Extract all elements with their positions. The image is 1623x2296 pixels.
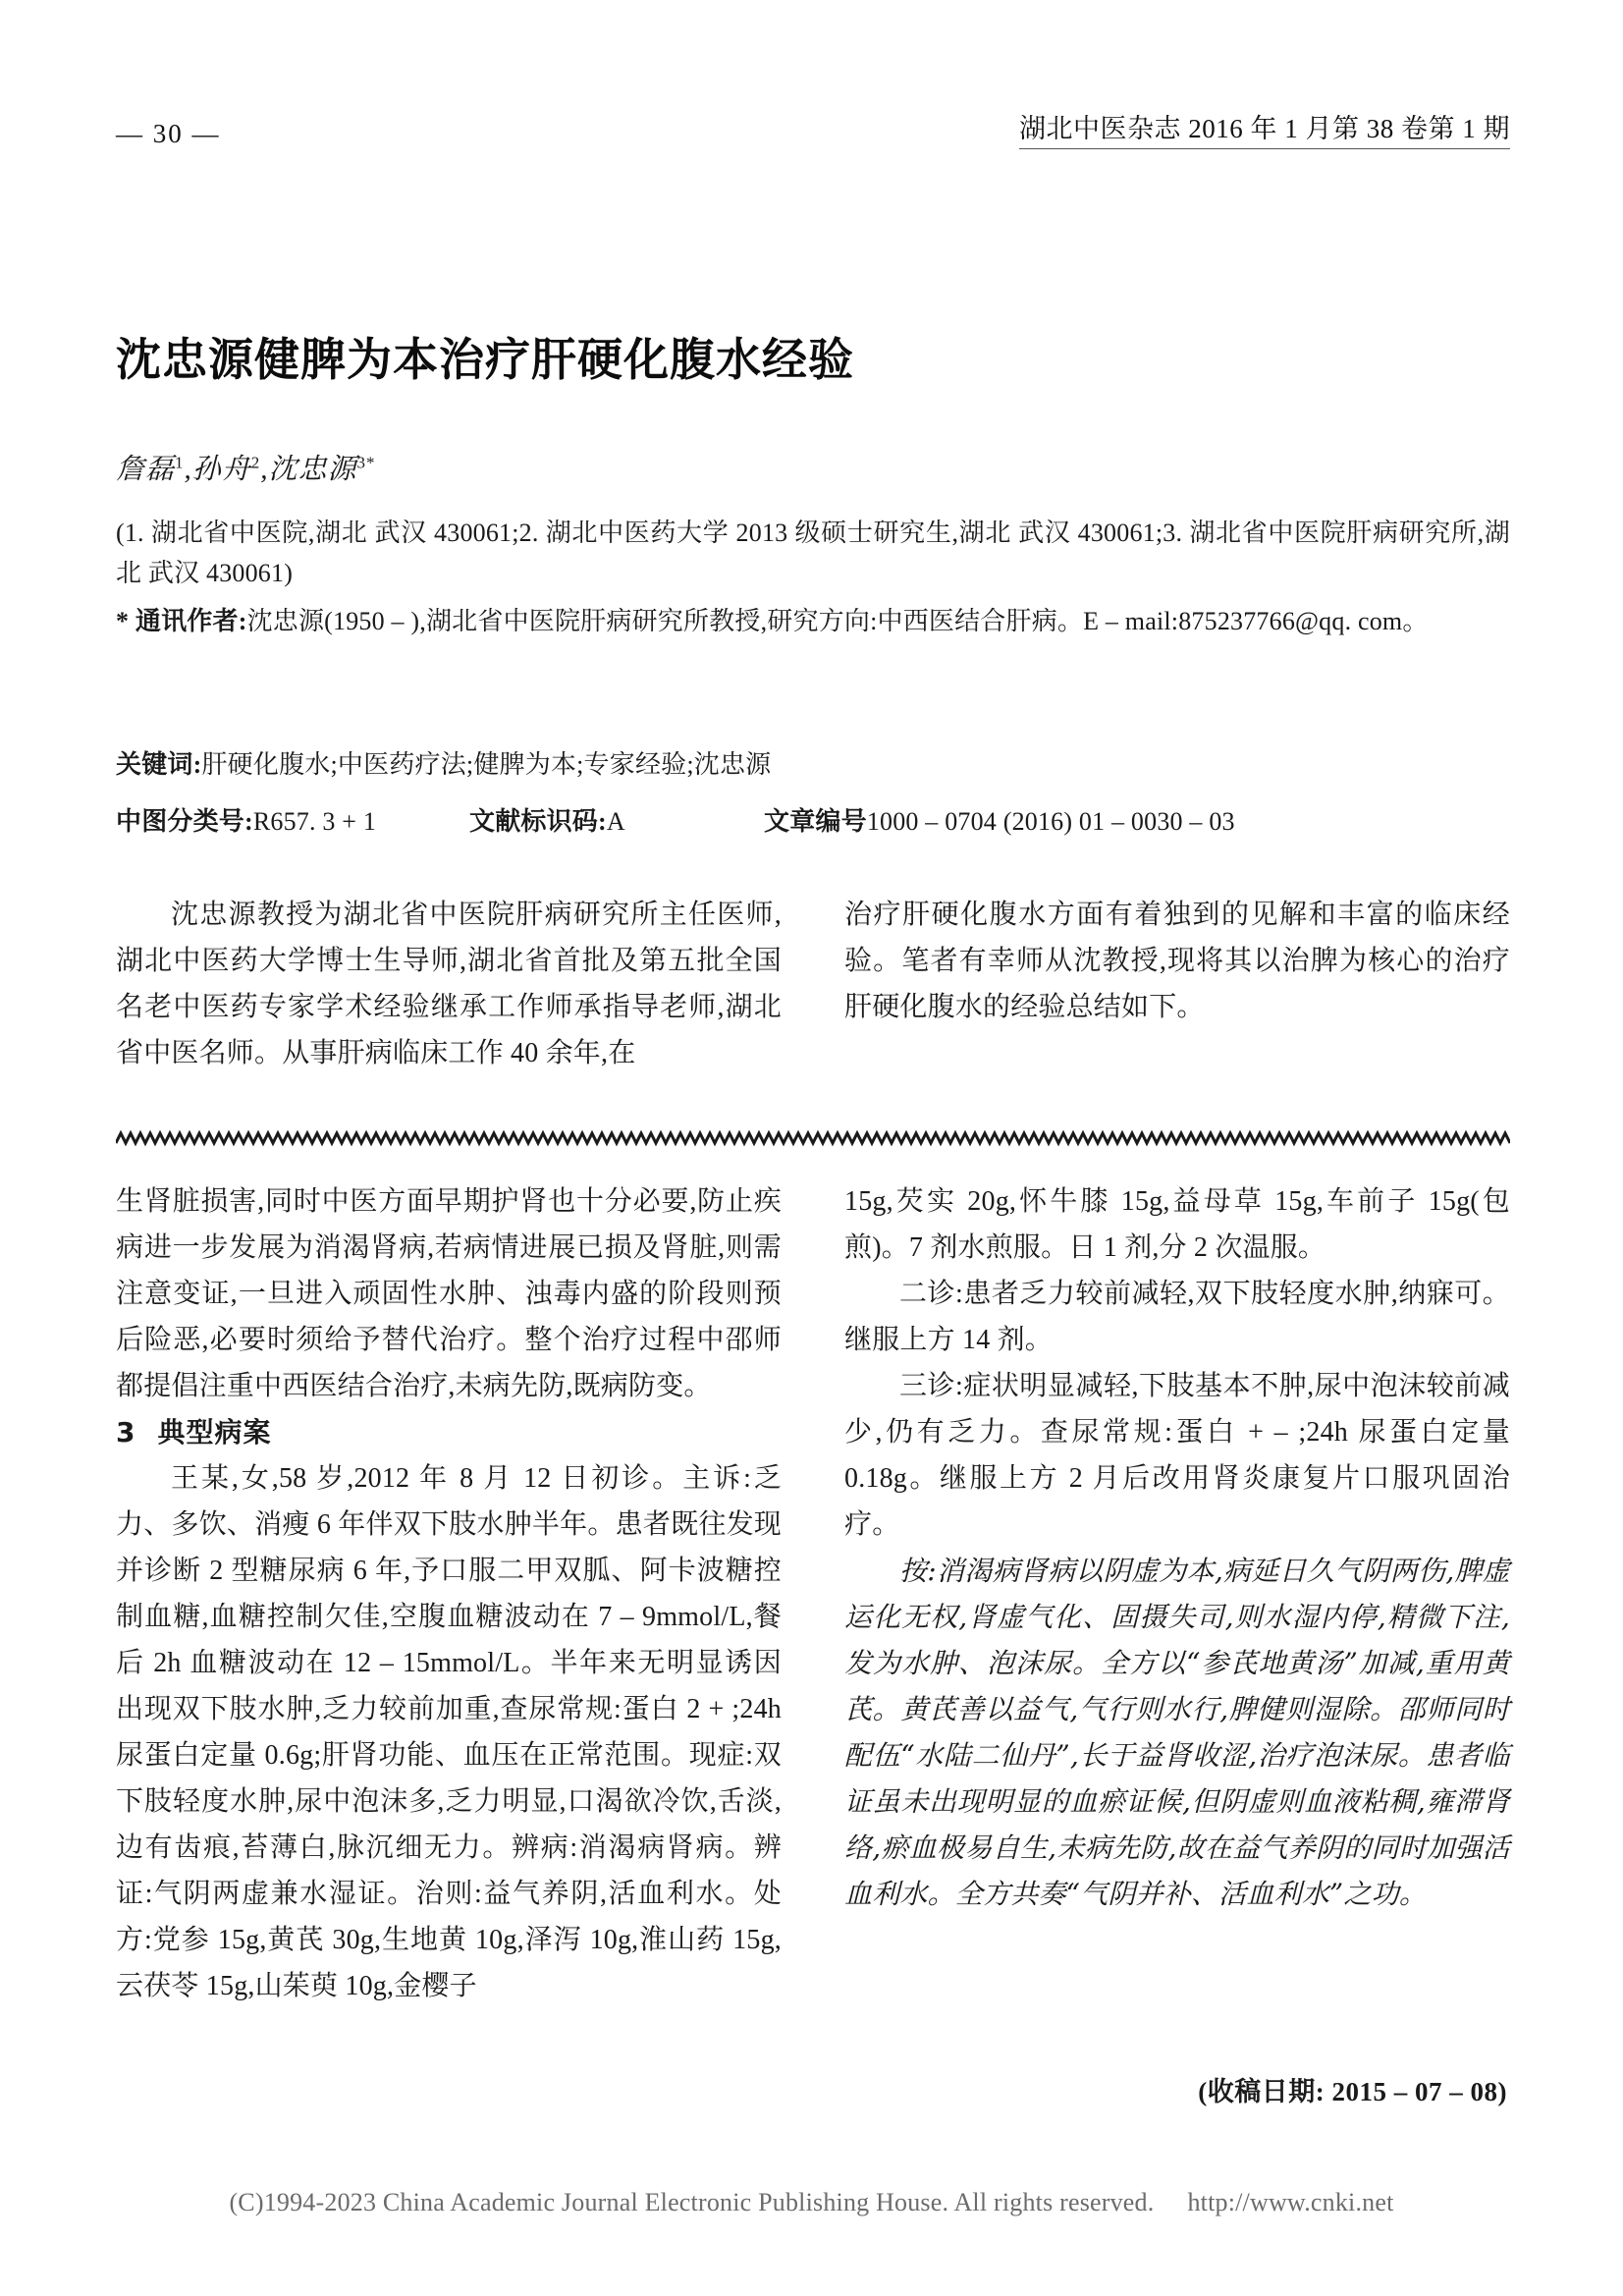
- classification-codes: [116, 801, 1510, 838]
- section-number: 3: [116, 1416, 136, 1449]
- body-paragraph-right-3: 三诊:症状明显减轻,下肢基本不肿,尿中泡沫较前减少,仍有乏力。查尿常规:蛋白 + – ;24h 尿蛋白定量 0.18g。继服上方 2 月后改用肾炎康复片口服巩固治疗。: [844, 1371, 1510, 1540]
- author-sep-2: ,: [260, 454, 269, 485]
- author-name-1: 詹磊: [116, 454, 176, 485]
- author-sup-3: 3*: [356, 453, 376, 472]
- footer-url[interactable]: http://www.cnki.net: [1187, 2188, 1394, 2216]
- document-code: [469, 801, 764, 838]
- body-paragraph-commentary: 按:消渴病肾病以阴虚为本,病延日久气阴两伤,脾虚运化无权,肾虚气化、固摄失司,则水湿内停,精微下注,发为水肿、泡沫尿。全方以“参芪地黄汤”加减,重用黄芪。黄芪善以益气,气行则水行,脾健则湿除。邵师同时配伍“水陆二仙丹”,长于益肾收涩,治疗泡沫尿。患者临证虽未出现明显的血瘀证候,但阴虚则血液粘稠,雍滞肾络,瘀血极易自生,未病先防,故在益气养阴的同时加强活血利水。全方共奏“气阴并补、活血利水”之功。: [844, 1555, 1510, 1910]
- body-paragraph-left-2: 王某,女,58 岁,2012 年 8 月 12 日初诊。主诉:乏力、多饮、消瘦 6 年伴双下肢水肿半年。患者既往发现并诊断 2 型糖尿病 6 年,予口服二甲双胍、阿卡波糖控制血糖,血糖控制欠佳,空腹血糖波动在 7 – 9mmol/L,餐后 2h 血糖波动在 12 – 15mmol/L。半年来无明显诱因出现双下肢水肿,乏力较前加重,查尿常规:蛋白 2 + ;24h 尿蛋白定量 0.6g;肝肾功能、血压在正常范围。现症:双下肢轻度水肿,尿中泡沫多,乏力明显,口渴欲冷饮,舌淡,边有齿痕,苔薄白,脉沉细无力。辨病:消渴病肾病。辨证:气阴两虚兼水湿证。治则:益气养阴,活血利水。处方:党参 15g,黄芪 30g,生地黄 10g,泽泻 10g,淮山药 15g,云茯苓 15g,山茱萸 10g,金樱子: [116, 1463, 782, 2001]
- body-paragraph-right-2: 二诊:患者乏力较前减轻,双下肢轻度水肿,纳寐可。继服上方 14 剂。: [844, 1279, 1510, 1355]
- running-head: [116, 106, 1510, 149]
- received-date: (收稿日期: 2015 – 07 – 08): [1198, 2077, 1507, 2106]
- body-column-right: [844, 1178, 1510, 2009]
- body-column-left: [116, 1178, 782, 2009]
- article-title: 沈忠源健脾为本治疗肝硬化腹水经验: [116, 333, 854, 386]
- body-columns: [116, 1178, 1510, 2009]
- intro-column-left: [116, 892, 782, 1076]
- clc-value: R657. 3 + 1: [252, 807, 377, 836]
- intro-paragraph-left: 沈忠源教授为湖北省中医院肝病研究所主任医师,湖北中医药大学博士生导师,湖北省首批及第五批全国名老中医药专家学术经验继承工作师承指导老师,湖北省中医名师。从事肝病临床工作 40 余年,在: [116, 900, 782, 1068]
- keywords-value: 肝硬化腹水;中医药疗法;健脾为本;专家经验;沈忠源: [201, 750, 772, 779]
- author-name-3: 沈忠源: [268, 454, 357, 485]
- section-heading-typical-case: [116, 1409, 782, 1455]
- doccode-value: A: [606, 807, 625, 836]
- clc-code: [116, 801, 469, 838]
- cnki-footer: [0, 2188, 1623, 2217]
- footer-copyright: (C)1994-2023 China Academic Journal Electronic Publishing House. All rights reserved.: [229, 2188, 1155, 2216]
- author-name-2: 孙舟: [191, 454, 251, 485]
- corresponding-author-text: 沈忠源(1950 – ),湖北省中医院肝病研究所教授,研究方向:中西医结合肝病。E – mail:875237766@qq. com。: [246, 607, 1429, 635]
- body-paragraph-right-1: 15g,芡实 20g,怀牛膝 15g,益母草 15g,车前子 15g(包煎)。7 剂水煎服。日 1 剂,分 2 次温服。: [844, 1186, 1510, 1263]
- intro-paragraph-right: 治疗肝硬化腹水方面有着独到的见解和丰富的临床经验。笔者有幸师从沈教授,现将其以治脾为核心的治疗肝硬化腹水的经验总结如下。: [844, 900, 1510, 1022]
- article-id: [764, 801, 1510, 838]
- author-sup-1: 1: [175, 453, 185, 472]
- section-title: 典型病案: [157, 1416, 272, 1449]
- author-sep-1: ,: [184, 454, 192, 485]
- intro-columns: [116, 892, 1510, 1076]
- wavy-separator: [116, 1127, 1510, 1149]
- keywords-label: 关键词:: [116, 750, 202, 779]
- author-list: [116, 447, 1510, 487]
- corresponding-author-label: * 通讯作者:: [116, 607, 247, 635]
- affiliations: (1. 湖北省中医院,湖北 武汉 430061;2. 湖北中医药大学 2013 级硕士研究生,湖北 武汉 430061;3. 湖北省中医院肝病研究所,湖北 武汉 430061): [116, 519, 1510, 587]
- artid-value: 1000 – 0704 (2016) 01 – 0030 – 03: [866, 807, 1235, 836]
- clc-label: 中图分类号:: [116, 807, 253, 836]
- author-sup-2: 2: [250, 453, 261, 472]
- journal-issue-line: 湖北中医杂志 2016 年 1 月第 38 卷第 1 期: [1019, 107, 1510, 149]
- artid-label: 文章编号: [764, 807, 867, 836]
- body-paragraph-left-1: 生肾脏损害,同时中医方面早期护肾也十分必要,防止疾病进一步发展为消渴肾病,若病情进展已损及肾脏,则需注意变证,一旦进入顽固性水肿、浊毒内盛的阶段则预后险恶,必要时须给予替代治疗。整个治疗过程中邵师都提倡注重中西医结合治疗,未病先防,既病防变。: [116, 1186, 782, 1401]
- doccode-label: 文献标识码:: [469, 807, 607, 836]
- keywords-line: [116, 744, 1510, 781]
- corresponding-author-note: [116, 601, 1510, 641]
- intro-column-right: [844, 892, 1510, 1076]
- page-folio: — 30 —: [116, 119, 221, 148]
